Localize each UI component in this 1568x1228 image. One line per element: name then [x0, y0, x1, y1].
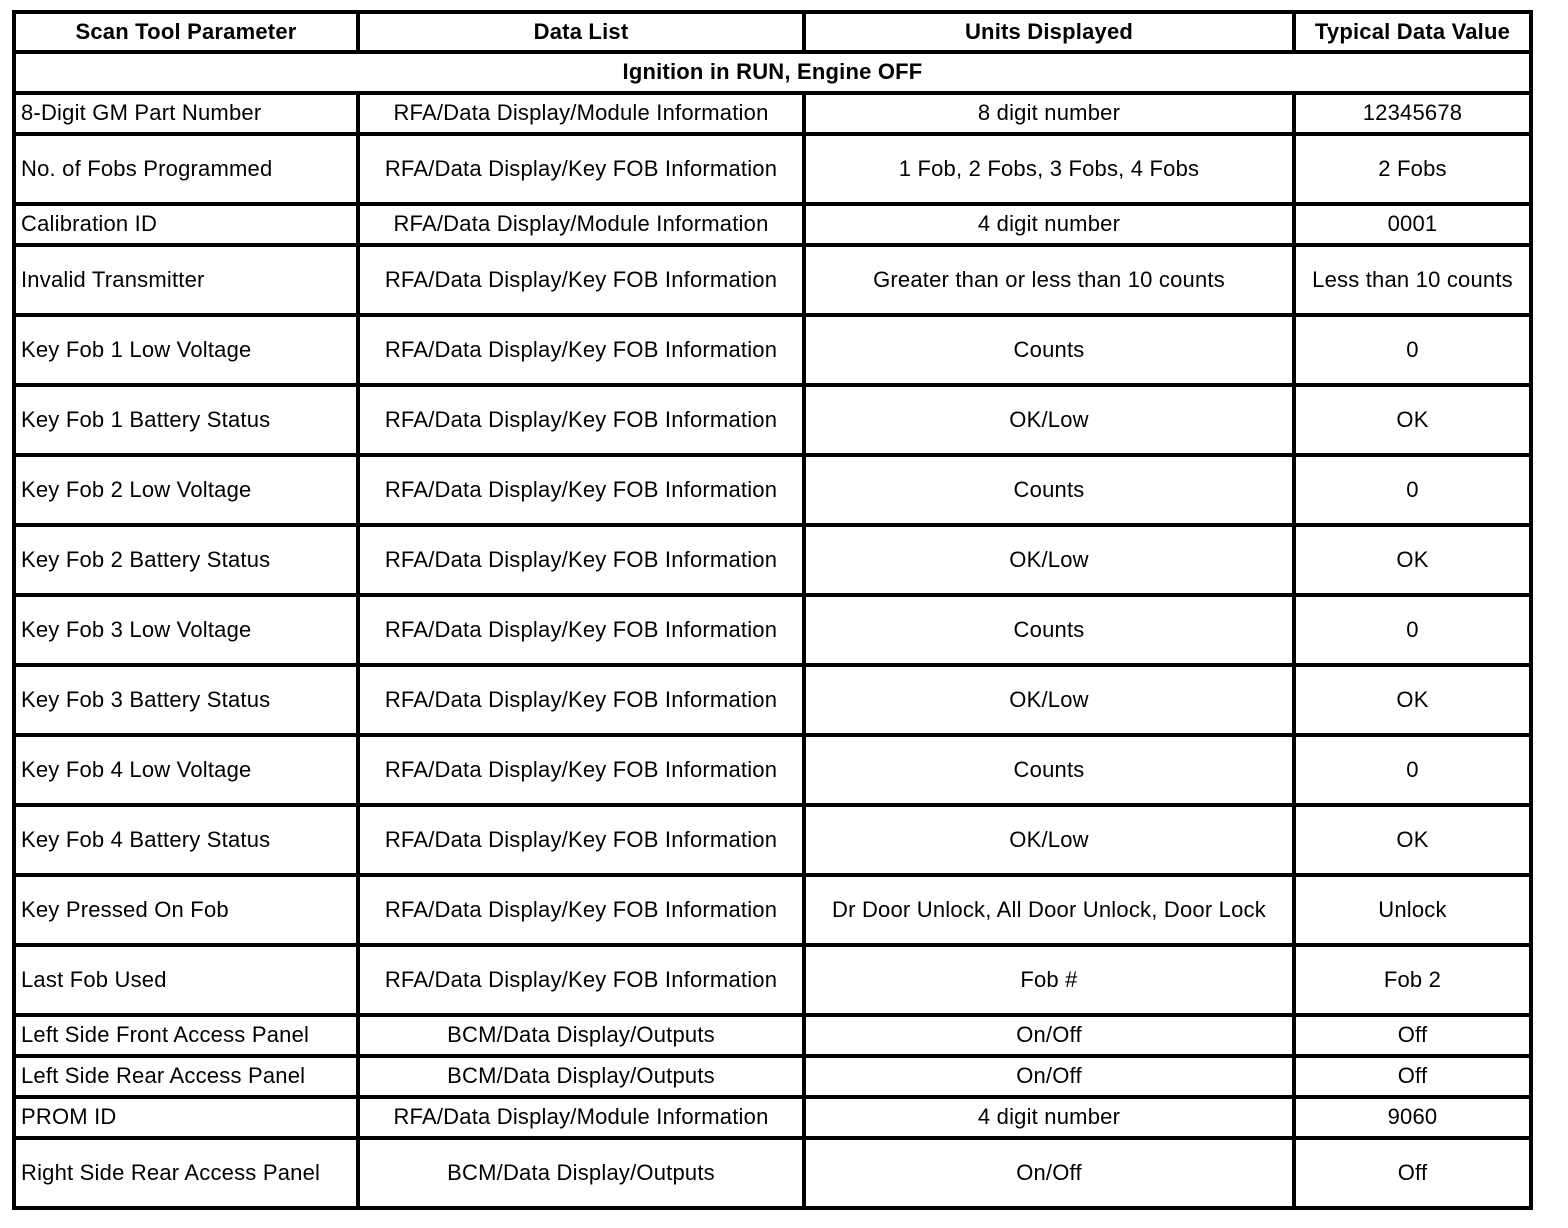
parameter-cell: Key Fob 2 Low Voltage [14, 455, 358, 525]
header-units-displayed: Units Displayed [804, 12, 1294, 52]
units-cell: On/Off [804, 1138, 1294, 1208]
section-row [14, 52, 1531, 93]
data-list-cell: BCM/Data Display/Outputs [358, 1015, 804, 1056]
units-cell: Counts [804, 455, 1294, 525]
typical-value-cell: OK [1294, 525, 1531, 595]
typical-value-cell: Off [1294, 1138, 1531, 1208]
typical-value-cell: OK [1294, 385, 1531, 455]
typical-value-cell: 9060 [1294, 1097, 1531, 1138]
typical-value-cell: 0 [1294, 315, 1531, 385]
parameter-cell: Key Fob 3 Battery Status [14, 665, 358, 735]
table-row [14, 204, 1531, 245]
table-row [14, 455, 1531, 525]
table-row [14, 875, 1531, 945]
typical-value-cell: Off [1294, 1056, 1531, 1097]
data-list-cell: BCM/Data Display/Outputs [358, 1056, 804, 1097]
data-list-cell: RFA/Data Display/Key FOB Information [358, 245, 804, 315]
data-list-cell: RFA/Data Display/Key FOB Information [358, 945, 804, 1015]
typical-value-cell: Fob 2 [1294, 945, 1531, 1015]
parameter-cell: Left Side Front Access Panel [14, 1015, 358, 1056]
data-list-cell: RFA/Data Display/Module Information [358, 1097, 804, 1138]
parameter-cell: Key Fob 2 Battery Status [14, 525, 358, 595]
units-cell: 4 digit number [804, 204, 1294, 245]
parameter-cell: Key Pressed On Fob [14, 875, 358, 945]
units-cell: OK/Low [804, 665, 1294, 735]
typical-value-cell: 0 [1294, 455, 1531, 525]
data-list-cell: RFA/Data Display/Key FOB Information [358, 455, 804, 525]
table-row [14, 134, 1531, 204]
parameter-cell: Key Fob 3 Low Voltage [14, 595, 358, 665]
table-row [14, 665, 1531, 735]
parameter-cell: Invalid Transmitter [14, 245, 358, 315]
parameter-cell: Last Fob Used [14, 945, 358, 1015]
units-cell: Fob # [804, 945, 1294, 1015]
header-scan-tool-parameter: Scan Tool Parameter [14, 12, 358, 52]
table-row [14, 1056, 1531, 1097]
typical-value-cell: Less than 10 counts [1294, 245, 1531, 315]
units-cell: Greater than or less than 10 counts [804, 245, 1294, 315]
section-title: Ignition in RUN, Engine OFF [14, 52, 1531, 93]
table-row [14, 1138, 1531, 1208]
data-list-cell: RFA/Data Display/Key FOB Information [358, 665, 804, 735]
table-row [14, 385, 1531, 455]
scan-tool-data-table [12, 10, 1533, 1210]
parameter-cell: Key Fob 1 Low Voltage [14, 315, 358, 385]
table-row [14, 315, 1531, 385]
data-list-cell: RFA/Data Display/Key FOB Information [358, 525, 804, 595]
units-cell: 1 Fob, 2 Fobs, 3 Fobs, 4 Fobs [804, 134, 1294, 204]
typical-value-cell: Unlock [1294, 875, 1531, 945]
typical-value-cell: 0 [1294, 735, 1531, 805]
typical-value-cell: OK [1294, 665, 1531, 735]
typical-value-cell: Off [1294, 1015, 1531, 1056]
data-list-cell: RFA/Data Display/Key FOB Information [358, 595, 804, 665]
parameter-cell: No. of Fobs Programmed [14, 134, 358, 204]
parameter-cell: Key Fob 4 Battery Status [14, 805, 358, 875]
header-typical-data-value: Typical Data Value [1294, 12, 1531, 52]
typical-value-cell: 0001 [1294, 204, 1531, 245]
table-row [14, 525, 1531, 595]
units-cell: 8 digit number [804, 93, 1294, 134]
data-list-cell: RFA/Data Display/Key FOB Information [358, 735, 804, 805]
typical-value-cell: 2 Fobs [1294, 134, 1531, 204]
parameter-cell: 8-Digit GM Part Number [14, 93, 358, 134]
units-cell: Counts [804, 595, 1294, 665]
units-cell: OK/Low [804, 525, 1294, 595]
header-data-list: Data List [358, 12, 804, 52]
header-row [14, 12, 1531, 52]
parameter-cell: Key Fob 1 Battery Status [14, 385, 358, 455]
typical-value-cell: 0 [1294, 595, 1531, 665]
table-row [14, 805, 1531, 875]
units-cell: Dr Door Unlock, All Door Unlock, Door Lock [804, 875, 1294, 945]
data-list-cell: RFA/Data Display/Module Information [358, 93, 804, 134]
typical-value-cell: OK [1294, 805, 1531, 875]
units-cell: Counts [804, 735, 1294, 805]
table-row [14, 1015, 1531, 1056]
table-row [14, 245, 1531, 315]
data-list-cell: RFA/Data Display/Key FOB Information [358, 875, 804, 945]
data-list-cell: RFA/Data Display/Module Information [358, 204, 804, 245]
data-list-cell: RFA/Data Display/Key FOB Information [358, 385, 804, 455]
table-row [14, 93, 1531, 134]
typical-value-cell: 12345678 [1294, 93, 1531, 134]
table-row [14, 1097, 1531, 1138]
units-cell: OK/Low [804, 805, 1294, 875]
units-cell: On/Off [804, 1056, 1294, 1097]
units-cell: 4 digit number [804, 1097, 1294, 1138]
units-cell: Counts [804, 315, 1294, 385]
data-list-cell: BCM/Data Display/Outputs [358, 1138, 804, 1208]
parameter-cell: PROM ID [14, 1097, 358, 1138]
parameter-cell: Calibration ID [14, 204, 358, 245]
parameter-cell: Key Fob 4 Low Voltage [14, 735, 358, 805]
table-row [14, 595, 1531, 665]
data-list-cell: RFA/Data Display/Key FOB Information [358, 315, 804, 385]
parameter-cell: Left Side Rear Access Panel [14, 1056, 358, 1097]
data-list-cell: RFA/Data Display/Key FOB Information [358, 134, 804, 204]
table-row [14, 735, 1531, 805]
units-cell: On/Off [804, 1015, 1294, 1056]
parameter-cell: Right Side Rear Access Panel [14, 1138, 358, 1208]
table-row [14, 945, 1531, 1015]
units-cell: OK/Low [804, 385, 1294, 455]
data-list-cell: RFA/Data Display/Key FOB Information [358, 805, 804, 875]
